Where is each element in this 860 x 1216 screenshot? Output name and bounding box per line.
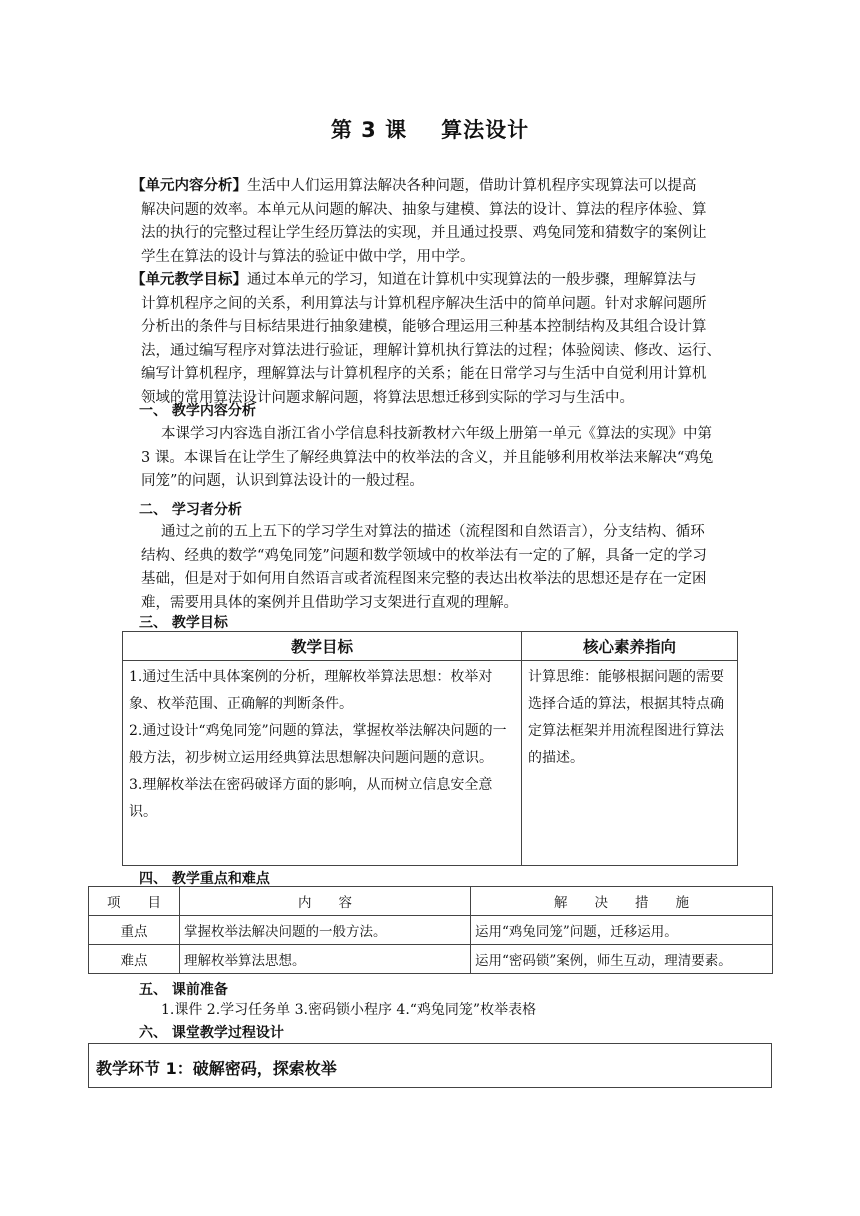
goal-item: 3.理解枚举法在密码破译方面的影响，从而树立信息安全意识。	[129, 777, 493, 820]
learner-analysis-line: 难，需要用具体的案例并且借助学习支架进行直观的理解。	[141, 594, 518, 611]
unit-goals-line: 分析出的条件与目标结果进行抽象建模，能够合理运用三种基本控制结构及其组合设计算	[141, 319, 707, 335]
learner-analysis-line: 通过之前的五上五下的学习学生对算法的描述（流程图和自然语言），分支结构、循环	[161, 524, 705, 540]
section-heading-4: 四、 教学重点和难点	[139, 871, 270, 887]
content-cell: 掌握枚举法解决问题的一般方法。	[180, 916, 471, 945]
measure-cell: 运用“密码锁”案例，师生互动，理清要素。	[471, 945, 773, 974]
learner-analysis	[141, 521, 761, 615]
goals-column-header: 教学目标	[123, 632, 522, 661]
item-column-header: 项 目	[89, 887, 180, 916]
content-analysis-line: 3 课。本课旨在让学生了解经典算法中的枚举法的含义，并且能够利用枚举法来解决“鸡兔	[141, 449, 714, 466]
measure-column-header: 解 决 措 施	[471, 887, 773, 916]
goal-item: 1.通过生活中具体案例的分析，理解枚举算法思想：枚举对象、枚举范围、正确解的判断条件。	[129, 669, 493, 712]
teaching-stage-title: 教学环节 1：破解密码，探索枚举	[96, 1059, 337, 1078]
unit-goals-line: 计算机程序之间的关系，利用算法与计算机程序解决生活中的简单问题。针对求解问题所	[141, 295, 707, 312]
section-heading-6: 六、 课堂教学过程设计	[139, 1025, 284, 1041]
literacy-column-header: 核心素养指向	[522, 632, 738, 661]
page-title	[0, 114, 860, 144]
lesson-name: 算法设计	[441, 118, 530, 142]
learner-analysis-line: 基础，但是对于如何用自然语言或者流程图来完整的表达出枚举法的思想还是存在一定困	[141, 571, 707, 587]
unit-goals-label: 【单元教学目标】	[131, 272, 247, 288]
learner-analysis-line: 结构、经典的数学“鸡兔同笼”问题和数学领域中的枚举法有一定的了解，具备一定的学习	[141, 547, 707, 564]
unit-goals-line: 法，通过编写程序对算法进行验证，理解计算机执行算法的过程；体验阅读、修改、运行、	[141, 342, 721, 359]
unit-goals	[131, 269, 751, 410]
table-row	[89, 945, 773, 974]
unit-analysis	[131, 175, 751, 269]
section-heading-1: 一、 教学内容分析	[139, 403, 256, 419]
unit-goals-line: 编写计算机程序，理解算法与计算机程序的关系；能在日常学习与生活中自觉利用计算机	[141, 366, 707, 382]
item-cell: 重点	[89, 916, 180, 945]
section-heading-2: 二、 学习者分析	[139, 502, 242, 518]
unit-analysis-line: 【单元内容分析】生活中人们运用算法解决各种问题，借助计算机程序实现算法可以提高	[131, 178, 697, 194]
literacy-cell: 计算思维：能够根据问题的需要选择合适的算法，根据其特点确定算法框架并用流程图进行算法的描述。	[522, 661, 738, 866]
lesson-number: 第 3 课	[330, 118, 408, 142]
key-points-table	[88, 886, 773, 974]
unit-analysis-line: 学生在算法的设计与算法的验证中做中学，用中学。	[141, 248, 475, 265]
section-heading-3: 三、 教学目标	[139, 615, 228, 631]
content-analysis-line: 本课学习内容选自浙江省小学信息科技新教材六年级上册第一单元《算法的实现》中第	[161, 426, 712, 442]
content-analysis-line: 同笼”的问题，认识到算法设计的一般过程。	[141, 473, 424, 489]
unit-analysis-line: 解决问题的效率。本单元从问题的解决、抽象与建模、算法的设计、算法的程序体验、算	[141, 201, 707, 218]
goals-cell	[123, 661, 522, 866]
unit-analysis-label: 【单元内容分析】	[131, 178, 247, 194]
measure-cell: 运用“鸡兔同笼”问题，迁移运用。	[471, 916, 773, 945]
teaching-goals-table	[122, 631, 738, 866]
section-heading-5: 五、 课前准备	[139, 982, 228, 998]
content-column-header: 内 容	[180, 887, 471, 916]
content-cell: 理解枚举算法思想。	[180, 945, 471, 974]
unit-goals-line: 【单元教学目标】通过本单元的学习，知道在计算机中实现算法的一般步骤，理解算法与	[131, 272, 697, 288]
preparation-list: 1.课件 2.学习任务单 3.密码锁小程序 4.“鸡兔同笼”枚举表格	[161, 1002, 537, 1018]
teaching-stage-box	[88, 1043, 772, 1088]
unit-analysis-line: 法的执行的完整过程让学生经历算法的实现，并且通过投票、鸡兔同笼和猜数字的案例让	[141, 225, 707, 241]
item-cell: 难点	[89, 945, 180, 974]
table-row	[89, 916, 773, 945]
content-analysis	[141, 423, 761, 494]
unit-goals-line: 领域的常用算法设计问题求解问题，将算法思想迁移到实际的学习与生活中。	[141, 389, 634, 406]
goal-item: 2.通过设计“鸡兔同笼”问题的算法，掌握枚举法解决问题的一般方法，初步树立运用经典算法思想解决问题问题的意识。	[129, 723, 507, 766]
